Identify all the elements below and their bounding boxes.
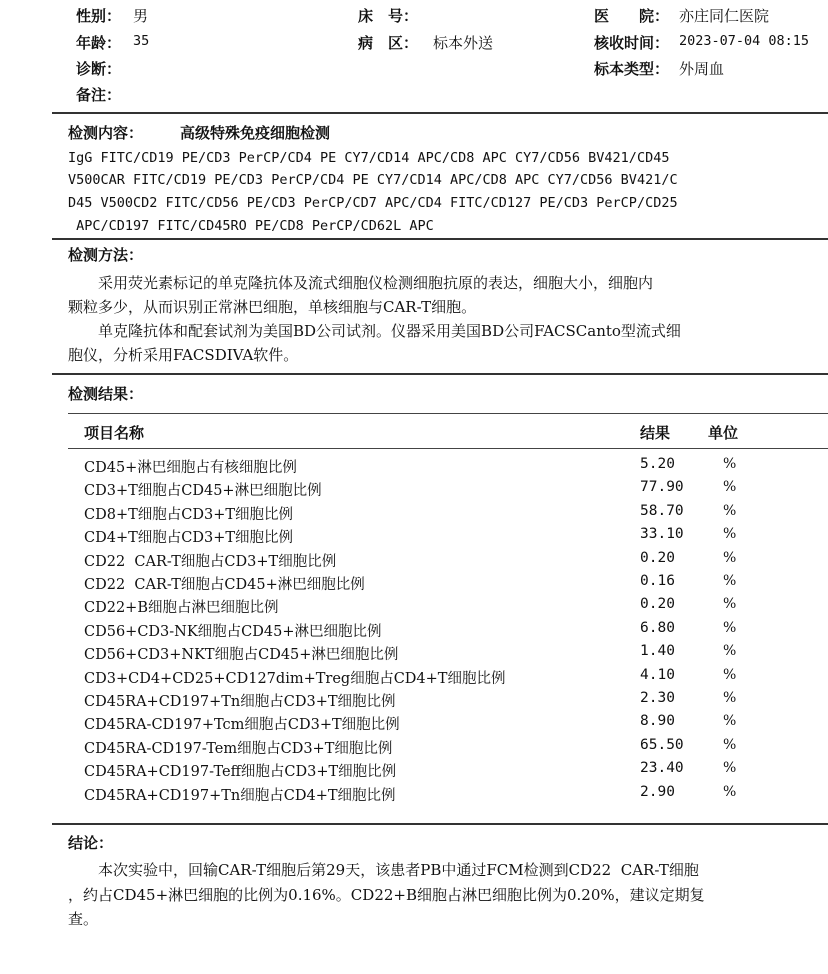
result-name: CD56+CD3-NK细胞占CD45+淋巴细胞比例 <box>84 623 382 640</box>
bed-label: 床 号： <box>358 7 419 25</box>
result-name: CD22+B细胞占淋巴细胞比例 <box>84 600 279 617</box>
result-name: CD3+CD4+CD25+CD127dim+Treg细胞占CD4+T细胞比例 <box>84 670 506 687</box>
result-unit: % <box>723 479 737 496</box>
test-content-label: 检测内容： <box>68 124 144 142</box>
hospital-label: 医 院： <box>594 7 670 25</box>
method-line-3: 单克隆抗体和配套试剂为美国BD公司试剂。仪器采用美国BD公司FACSCanto型流式细 <box>68 322 681 340</box>
divider-3 <box>52 373 828 375</box>
reagent-line-2: V500CAR FITC/CD19 PE/CD3 PerCP/CD4 PE CY7/CD14 APC/CD8 APC CY7/CD56 BV421/C <box>68 172 678 188</box>
results-label: 检测结果： <box>68 385 144 403</box>
age-value: 35 <box>133 33 150 49</box>
conclusion-line-2: ，约占CD45+淋巴细胞的比例为0.16%。CD22+B细胞占淋巴细胞比例为0.20%，建议定期复 <box>68 886 705 904</box>
conclusion-label: 结论： <box>68 834 114 852</box>
result-value: 5.20 <box>640 456 675 472</box>
method-line-2: 颗粒多少，从而识别正常淋巴细胞，单核细胞与CAR-T细胞。 <box>68 298 477 316</box>
result-unit: % <box>723 573 737 589</box>
result-value: 0.20 <box>640 549 675 566</box>
result-value: 23.40 <box>640 760 684 777</box>
result-unit: % <box>723 549 737 566</box>
results-header-top-rule <box>68 413 828 414</box>
result-name: CD45RA+CD197+Tn细胞占CD4+T细胞比例 <box>84 787 396 804</box>
result-value: 0.20 <box>640 596 675 613</box>
result-unit: % <box>723 690 737 706</box>
divider-4 <box>52 823 828 825</box>
age-label: 年龄： <box>76 34 122 52</box>
reagent-line-3: D45 V500CD2 FITC/CD56 PE/CD3 PerCP/CD7 APC/CD4 FITC/CD127 PE/CD3 PerCP/CD25 <box>68 195 678 211</box>
result-value: 2.30 <box>640 690 675 706</box>
reagent-line-1: IgG FITC/CD19 PE/CD3 PerCP/CD4 PE CY7/CD14 APC/CD8 APC CY7/CD56 BV421/CD45 <box>68 150 670 166</box>
received-label: 核收时间： <box>594 34 670 52</box>
conclusion-line-3: 查。 <box>68 910 99 928</box>
method-line-1: 采用荧光素标记的单克隆抗体及流式细胞仪检测细胞抗原的表达，细胞大小，细胞内 <box>68 274 654 292</box>
method-label: 检测方法： <box>68 246 144 264</box>
diagnosis-label: 诊断： <box>76 60 122 78</box>
result-unit: % <box>723 783 737 800</box>
result-unit: % <box>723 596 737 613</box>
result-unit: % <box>723 736 737 753</box>
result-unit: % <box>723 526 737 543</box>
result-name: CD3+T细胞占CD45+淋巴细胞比例 <box>84 483 322 500</box>
ward-value: 标本外送 <box>433 34 494 52</box>
result-name: CD22 CAR-T细胞占CD3+T细胞比例 <box>84 553 337 570</box>
result-name: CD45RA+CD197-Teff细胞占CD3+T细胞比例 <box>84 764 397 781</box>
result-value: 0.16 <box>640 573 675 589</box>
result-unit: % <box>723 760 737 777</box>
ward-label: 病 区： <box>358 34 419 52</box>
result-name: CD45RA-CD197+Tcm细胞占CD3+T细胞比例 <box>84 717 400 734</box>
result-value: 8.90 <box>640 713 675 730</box>
gender-label: 性别： <box>76 7 122 25</box>
divider-2 <box>52 238 828 240</box>
result-name: CD4+T细胞占CD3+T细胞比例 <box>84 530 294 547</box>
conclusion-line-1: 本次实验中，回输CAR-T细胞后第29天，该患者PB中通过FCM检测到CD22 CAR-T细胞 <box>68 861 699 879</box>
gender-value: 男 <box>133 7 149 25</box>
divider-1 <box>52 112 828 114</box>
received-value: 2023-07-04 08:15 <box>679 33 810 49</box>
result-name: CD45RA-CD197-Tem细胞占CD3+T细胞比例 <box>84 740 393 757</box>
result-value: 6.80 <box>640 619 675 636</box>
col-header-value: 结果 <box>640 424 671 442</box>
sample-value: 外周血 <box>679 60 725 78</box>
method-line-4: 胞仪，分析采用FACSDIVA软件。 <box>68 346 299 364</box>
result-name: CD22 CAR-T细胞占CD45+淋巴细胞比例 <box>84 577 365 593</box>
result-name: CD45RA+CD197+Tn细胞占CD3+T细胞比例 <box>84 694 396 710</box>
result-value: 2.90 <box>640 783 675 800</box>
result-unit: % <box>723 502 737 519</box>
remark-label: 备注： <box>76 86 122 104</box>
result-value: 33.10 <box>640 526 684 543</box>
result-value: 65.50 <box>640 736 684 753</box>
test-content-title: 高级特殊免疫细胞检测 <box>180 124 331 142</box>
sample-label: 标本类型： <box>594 60 670 78</box>
result-value: 1.40 <box>640 643 675 660</box>
hospital-value: 亦庄同仁医院 <box>679 7 770 25</box>
col-header-name: 项目名称 <box>84 424 145 442</box>
col-header-unit: 单位 <box>708 424 739 442</box>
result-value: 58.70 <box>640 502 684 519</box>
result-unit: % <box>723 619 737 636</box>
reagent-line-4: APC/CD197 FITC/CD45RO PE/CD8 PerCP/CD62L APC <box>68 218 434 234</box>
result-unit: % <box>723 713 737 730</box>
results-header-bottom-rule <box>68 448 828 449</box>
result-name: CD8+T细胞占CD3+T细胞比例 <box>84 506 294 523</box>
result-unit: % <box>723 456 737 472</box>
result-unit: % <box>723 666 737 683</box>
result-unit: % <box>723 643 737 660</box>
result-name: CD45+淋巴细胞占有核细胞比例 <box>84 460 297 476</box>
result-value: 4.10 <box>640 666 675 683</box>
result-value: 77.90 <box>640 479 684 496</box>
result-name: CD56+CD3+NKT细胞占CD45+淋巴细胞比例 <box>84 647 399 664</box>
